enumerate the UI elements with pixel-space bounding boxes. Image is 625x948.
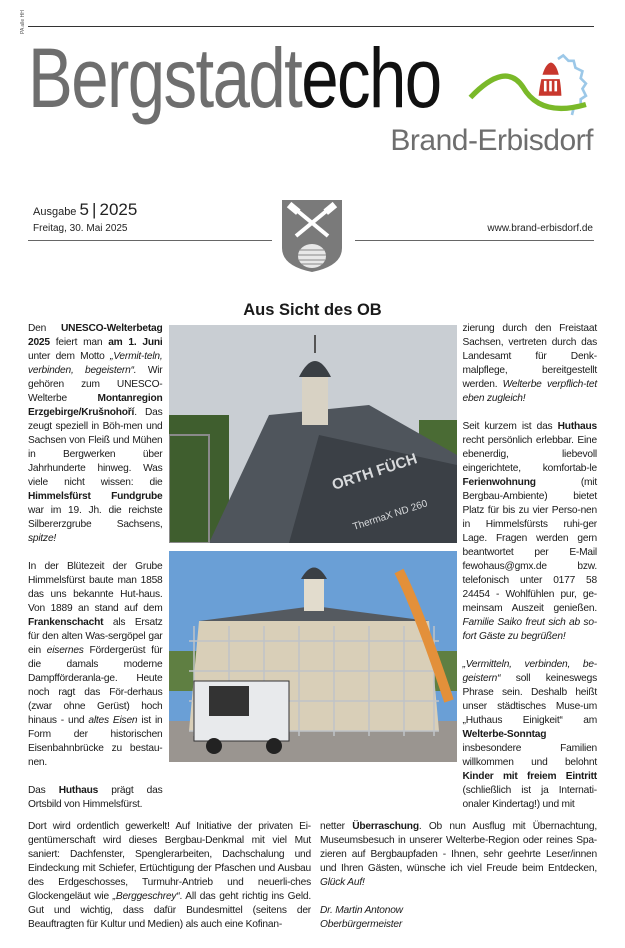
text: war im 19. Jh. die reichste Silbererzgrube Sachsens, xyxy=(28,505,163,530)
photo-column xyxy=(169,322,457,762)
italic-text: Familie Saiko freut sich ab so-fort Gäste zu begrüßen! xyxy=(462,617,597,642)
bold-text: Welterbe-Sonntag xyxy=(462,729,547,740)
italic-text: altes Eisen xyxy=(88,715,138,726)
italic-text: „Berggeschrey“ xyxy=(112,891,180,902)
title-part1: Bergstadt xyxy=(28,31,302,125)
masthead-subtitle: Brand-Erbisdorf xyxy=(390,124,593,157)
paragraph xyxy=(463,658,598,812)
text: recht persönlich erlebbar. Eine ebenerdig, liebevoll eingerichtete, komfortab-le xyxy=(462,435,597,474)
article-bottom-right xyxy=(320,820,597,932)
title-part2: echo xyxy=(301,31,441,125)
website-link[interactable]: www.brand-erbisdorf.de xyxy=(487,223,593,234)
text: prägt das Ortsbild von Himmelsfürst. xyxy=(28,785,163,810)
issue-year: 2025 xyxy=(99,200,138,219)
paragraph xyxy=(463,420,598,644)
text: In der Blütezeit der Grube Himmelsfürst baute man 1858 das uns bekannte Hut-haus. Von 1889 an stand auf dem xyxy=(28,561,163,614)
paragraph xyxy=(28,820,311,932)
article-body xyxy=(28,0,597,948)
huthaus-scaffolding-photo xyxy=(169,551,457,762)
italic-text: spitze! xyxy=(28,533,57,544)
article-bottom-left xyxy=(28,820,311,932)
bold-text: Kinder mit freiem Eintritt xyxy=(462,771,597,782)
bold-text: Frankenschacht xyxy=(28,617,104,628)
italic-text: Dr. Martin Antonow xyxy=(320,905,403,916)
distribution-note: PA alle HH xyxy=(20,10,26,34)
paragraph xyxy=(463,322,598,406)
paragraph xyxy=(28,322,163,546)
text: netter xyxy=(320,821,353,832)
text: ist in Form der historischen Eisenbahnbrücke zu bestau-nen. xyxy=(28,715,163,768)
italic-text: Oberbürgermeister xyxy=(320,919,403,930)
issue-date: Freitag, 30. Mai 2025 xyxy=(33,223,128,234)
paragraph xyxy=(320,820,597,890)
text: . Ob nun Ausflug mit Übernachtung, Museumsbesuch in unserer Welterbe-Region oder reines Spa-zieren auf Bergbaupfaden - Ihnen, sehr geehrte Leser/innen und Ihren Gästen, wünsche ich viel Freude beim Entdecken, xyxy=(320,821,597,874)
issue-number: 5 xyxy=(79,200,89,219)
text: . All das geht richtig ins Geld. Gut und wichtig, dass dafür Bundesmittel (seitens der Beauftragten für Kultur und Medien) als auch eine Kofinan- xyxy=(28,891,311,930)
text: Das xyxy=(28,785,59,796)
bold-text: Montanregion Erzgebirge/Krušnohoří xyxy=(28,393,163,418)
bold-text: am 1. Juni xyxy=(108,337,163,348)
article-bottom-row xyxy=(28,820,597,932)
text: Dort wird ordentlich gewerkelt! Auf Initiative der privaten Ei-gentümerschaft wird dieses Bergbau-Denkmal mit viel Mut saniert: Dachfenster, Spenglerarbeiten, Dachschalung und Eindeckung mit Schiefer, Ertüchtigung der Pfaschen und Ausbau des Erdgeschosses, Turmuhr-Antrieb und neuerli-ches Glockengeläut wie xyxy=(28,821,311,902)
italic-text: eisernes xyxy=(46,645,84,656)
issue-separator: | xyxy=(92,200,97,219)
text: als Ersatz für den alten Was-sergöpel gar ein xyxy=(28,617,163,656)
paragraph xyxy=(28,560,163,770)
text: zierung durch den Freistaat Sachsen, vertreten durch das Landesamt für Denk-malpflege, bereitgestellt werden. xyxy=(462,323,597,390)
huthaus-roof-photo xyxy=(169,325,457,543)
italic-text: Glück Auf! xyxy=(320,877,365,888)
bold-text: UNESCO-Welterbetag 2025 xyxy=(28,323,163,348)
bold-text: Überraschung xyxy=(352,821,419,832)
paragraph xyxy=(28,784,163,812)
text: soll keineswegs Phrase sein. Deshalb heißt unser städtisches Muse-um „Huthaus Einigkeit“ am xyxy=(462,673,597,726)
italic-text: „Vermitteln, verbinden, be-geistern“ xyxy=(462,659,597,684)
text: Den xyxy=(28,323,61,334)
text: unter dem Motto xyxy=(28,351,110,362)
text: (mit Bergbau-Ambiente) bietet Platz für bis zu vier Perso-nen in Himmelsfürsts ruhi-ger Lage. Fragen werden gern beantwortet per E-Mail fewohaus@gmx.de bzw. telefonisch unter 0177 58 24454 - Wohlfühlen pur, ge-meinsam Auszeit genießen. xyxy=(462,477,597,614)
article-top-row xyxy=(28,322,597,812)
article-headline: Aus Sicht des OB xyxy=(243,301,382,319)
text: . Das zeugt speziell in Böh-men und Sachsen von Fleiß und Mühen in Bergwerken über Jahrhunderte hinweg. Was viele nicht wissen: die xyxy=(28,407,163,488)
italic-text: „Vermit-teln, verbinden, begeistern“. xyxy=(28,351,163,376)
text: feiert man xyxy=(49,337,109,348)
tarp-label: ThermaX ND 260 xyxy=(351,498,429,533)
bold-text: Ferienwohnung xyxy=(462,477,536,488)
issue-label: Ausgabe xyxy=(33,206,77,218)
text: Fördergerüst für die damals moderne Dampfförderanla-ge. Heute noch ragt das För-derhaus (zwar ohne Gerüst) hoch hinaus - und xyxy=(28,645,163,726)
text: insbesondere Familien willkommen und belohnt xyxy=(462,743,597,768)
italic-text: Welterbe verpflich-tet eben zugleich! xyxy=(462,379,597,404)
article-column-3 xyxy=(463,322,598,812)
bold-text: Huthaus xyxy=(557,421,597,432)
text: (schließlich ist ja Internati-onaler Kindertag!) und mit xyxy=(462,785,597,810)
bold-text: Huthaus xyxy=(58,785,99,796)
paragraph xyxy=(320,904,597,932)
text: Wir gehören zum UNESCO-Welterbe xyxy=(28,365,163,404)
tarp-brand: ORTH FÜCH xyxy=(329,450,419,494)
bold-text: Himmelsfürst Fundgrube xyxy=(28,491,163,502)
text: Seit kurzem ist das xyxy=(462,421,558,432)
article-column-1 xyxy=(28,322,163,812)
